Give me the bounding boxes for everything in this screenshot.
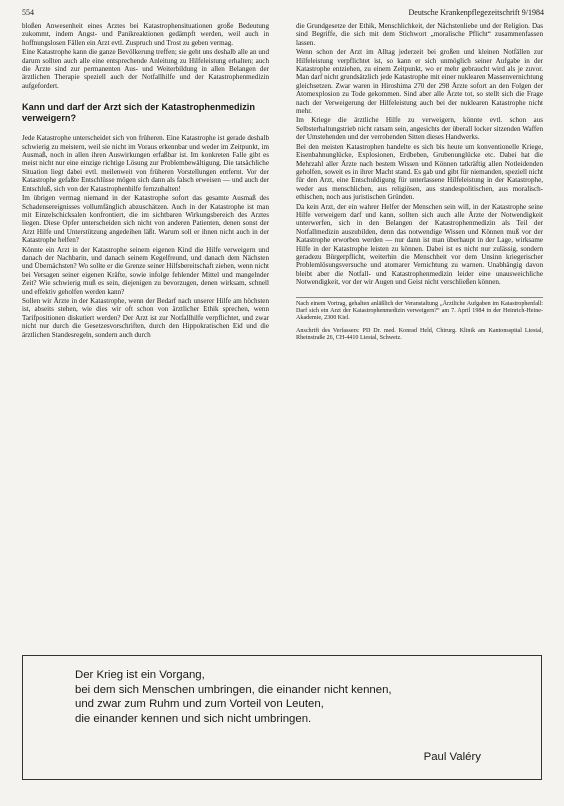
paragraph: Sollen wir Ärzte in der Katastrophe, wenn der Bedarf nach unserer Hilfe am höchsten ist, abseits stehen, wie dies wir oft schon von ärztlicher Ethik sprechen, wenn Tarifpositionen diskutiert werden? Der Arzt ist zur Notfallhilfe verpflichtet, und zwar nicht nur durch die Gesetzesvorschriften, durch den Hippokratischen Eid und die ärztlichen Standesregeln, sondern auch durch (22, 296, 269, 339)
paragraph: Bei den meisten Katastrophen handelte es sich bis heute um konventionelle Kriege, Eisenbahnunglücke, Explosionen, Erdbeben, Grubenunglücke etc. Dabei hat die Mehrzahl aller Ärzte nach bestem Wissen und Können tatkräftig allen Notleidenden geholfen, soweit es in ihrer Macht stand. Es gab und gibt für niemanden, speziell nicht für den Arzt, eine Entschuldigung für unterlassene Hilfeleistung in der Katastrophe, weder aus menschlichen, aus religiösen, aus standespolitischen, aus moralisch-ethischen, noch aus juristischen Gründen. (296, 142, 543, 202)
footnote-source: Nach einem Vortrag, gehalten anläßlich der Veranstaltung „Ärztliche Aufgaben im Katastrophenfall: Darf sich ein Arzt der Katastrophenmedizin verweigern?“ am 7. April 1984 in der Heinrich-Heine-Akademie, 2300 Kiel. (296, 300, 543, 322)
running-head: Deutsche Krankenpflegezeitschrift 9/1984 (408, 8, 544, 17)
quote-line: und zwar zum Ruhm und zum Vorteil von Leuten, (75, 698, 324, 710)
paragraph: Eine Katastrophe kann die ganze Bevölkerung treffen; sie geht uns deshalb alle an und darum sollten auch alle eine entsprechende Anleitung zu Hilfeleistung erhalten; auch die Ärzte sind zur permanenten Aus- und Weiterbildung in allen Belangen der ärztlichen Therapie speziell auch der Notfallhilfe und der Katastrophenmedizin aufgefordert. (22, 48, 269, 90)
paragraph: Könnte ein Arzt in der Katastrophe seinem eigenen Kind die Hilfe verweigern und danach der Nachbarin, und danach seinem Kegelfreund, und danach dem Nächsten und Übernächsten? Wo sollte er die Grenze seiner Hilfsbereitschaft ziehen, wenn nicht bei Versagen seiner eigenen Kräfte, sowie infolge fehlender Mittel und mangelnder Zeit? Wie schwierig muß es sein, diejenigen zu bevorzugen, denen wirksam, schnell und effektiv geholfen werden kann? (22, 245, 269, 296)
quote-line: bei dem sich Menschen umbringen, die einander nicht kennen, (75, 683, 392, 696)
left-column (22, 22, 269, 340)
paragraph: Im Kriege die ärztliche Hilfe zu verweigern, könnte evtl. schon aus Selbsterhaltungstrieb nicht ratsam sein, angesichts der überall locker sitzenden Waffen der Umstehenden und der verrohenden Sitten dieses Handwerks. (296, 116, 543, 142)
quote-box (22, 655, 542, 780)
footnotes (296, 297, 543, 343)
footnote-address: Anschrift des Verfassers: PD Dr. med. Konrad Held, Chirurg. Klinik am Kantonsspital Liestal, Rheinstraße 26, CH-4410 Liestal, Schweiz. (296, 327, 543, 342)
quote-line: Der Krieg ist ein Vorgang, (75, 669, 205, 681)
right-column (296, 22, 543, 348)
paragraph: Wenn schon der Arzt im Alltag jederzeit bei großen und kleinen Notfällen zur Hilfeleistung verpflichtet ist, so kann er sich unmöglich seiner Aufgabe in der Katastrophe entziehen, zu einem Zeitpunkt, wo er mehr gebraucht wird als je zuvor. Man darf nicht grundsätzlich jede Katastrophe mit einer nuklearen Massenvernichtung gleichsetzen. Zwar waren in Hiroshima 270 der 298 Ärzte sofort an den Folgen der Atomexplosion zu Tode gekommen. Sind aber alle Ärzte tot, so stellt sich die Frage nach der Verweigerung der Hilfeleistung auch bei der nuklearen Katastrophe nicht mehr. (296, 48, 543, 116)
section-heading: Kann und darf der Arzt sich der Katastrophenmedizin verweigern? (22, 102, 255, 124)
paragraph: Im übrigen vermag niemand in der Katastrophe sofort das gesamte Ausmaß des Schadensereignisses vollumfänglich abzuschätzen. Auch in der Katastrophe ist man mit Einzelschicksalen konfrontiert, die im sichtbaren Wirkungsbereich des Arztes liegen. Diese Opfer unterscheiden sich nicht von anderen Patienten, denen sonst der Arzt Hilfe und Unterstützung angedeihen läßt. Warum soll er ihnen nicht auch in der Katastrophe helfen? (22, 194, 269, 245)
quote-author: Paul Valéry (423, 751, 481, 763)
paragraph: die Grundgesetze der Ethik, Menschlichkeit, der Nächstenliebe und der Religion. Das sind Begriffe, die sich mit dem Stichwort „moralische Pflicht“ zusammenfassen lassen. (296, 22, 543, 47)
paragraph: Jede Katastrophe unterscheidet sich von früheren. Eine Katastrophe ist gerade deshalb schwierig zu meistern, weil sie nicht im Voraus erkennbar und weder im Zeitpunkt, im Ausmaß, noch in allen ihren Auswirkungen erfaßbar ist. Im konkreten Falle gibt es meist nicht nur eine einzige richtige Lösung zur Problembewältigung. Die tatsächliche Situation liegt dabei evtl. meilenweit von früheren Vorstellungen entfernt. Vor der Katastrophe gefaßte Entschlüsse mögen sich dann als falsch erweisen — und auch der Entschluß, sich von der Katastrophenhilfe fernzuhalten! (22, 134, 269, 193)
page-number: 554 (22, 8, 34, 17)
quote-line: die einander kennen und sich nicht umbringen. (75, 712, 312, 725)
paragraph: Da kein Arzt, der ein wahrer Helfer der Menschen sein will, in der Katastrophe seine Hilfe verweigern darf und kann, sollten sich auch alle Ärzte der Notwendigkeit unterwerfen, sich in den Belangen der Katastrophenmedizin als Teil der Notfallmedizin auszubilden, denn das notwendige Wissen und Können muß vor der Katastrophe erworben werden — nur dann ist man überhaupt in der Lage, wirksame Hilfe in der Katastrophe leisten zu können. Dabei ist es nicht nur zulässig, sondern geradezu Bürgerpflicht, weiterhin die Menschheit vor dem Unsinn kriegerischer Problemlösungsversuche und atomarer Vernichtung zu warnen. Unabhängig davon bleibt aber die Notfall- und Katastrophenmedizin leider eine unausweichliche Notwendigkeit, vor der wir Augen und Geist nicht verschließen können. (296, 202, 543, 287)
paragraph: bloßen Anwesenheit eines Arztes bei Katastrophensituationen große Bedeutung zukommt, indem Angst- und Panikreaktionen gedämpft werden, weil auch in hoffnungslosen Fällen ein Arzt evtl. Zuspruch und Trost zu geben vermag. (22, 22, 269, 47)
